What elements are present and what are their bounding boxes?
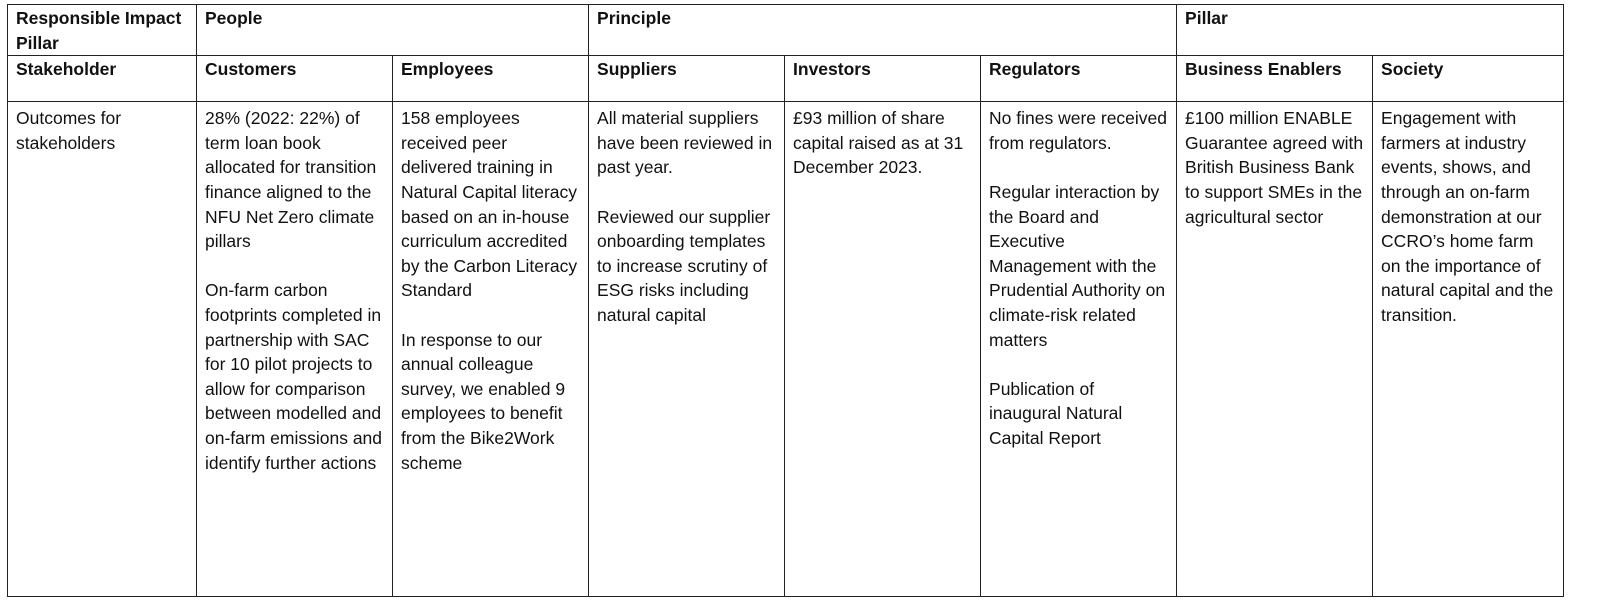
outcomes-employees-cell xyxy=(393,102,589,597)
outcomes-row xyxy=(8,102,1564,597)
outcome-paragraph: Engagement with farmers at industry events, shows, and through an on-farm demonstration at our CCRO’s home farm on the importance of natural capital and the transition. xyxy=(1381,108,1554,325)
outcomes-society-cell xyxy=(1373,102,1564,597)
outcome-paragraph: All material suppliers have been reviewed in past year. xyxy=(597,108,773,178)
outcomes-business-enablers-cell xyxy=(1177,102,1373,597)
stakeholder-row xyxy=(8,56,1564,102)
outcome-paragraph: £100 million ENABLE Guarantee agreed with British Business Bank to support SMEs in the agricultural sector xyxy=(1185,108,1364,227)
responsible-impact-table xyxy=(7,4,1564,597)
stakeholder-society-cell: Society xyxy=(1373,56,1564,102)
outcomes-label-cell: Outcomes for stakeholders xyxy=(8,102,197,597)
header-cell-pillar: Pillar xyxy=(1177,5,1564,56)
stakeholder-suppliers-cell: Suppliers xyxy=(589,56,785,102)
outcomes-suppliers-cell xyxy=(589,102,785,597)
header-cell-principle: Principle xyxy=(589,5,1177,56)
stakeholder-investors-cell: Investors xyxy=(785,56,981,102)
stakeholder-label-cell: Stakeholder xyxy=(8,56,197,102)
outcome-paragraph: Regular interaction by the Board and Executive Management with the Prudential Authority on climate-risk related matters xyxy=(989,181,1166,350)
outcomes-regulators-cell xyxy=(981,102,1177,597)
outcome-paragraph: 28% (2022: 22%) of term loan book allocated for transition finance aligned to the NFU Net Zero climate pillars xyxy=(205,108,377,252)
outcomes-investors-cell xyxy=(785,102,981,597)
stakeholder-customers-cell: Customers xyxy=(197,56,393,102)
outcome-paragraph: 158 employees received peer delivered training in Natural Capital literacy based on an in-house curriculum accredited by the Carbon Literacy Standard xyxy=(401,108,578,301)
stakeholder-business-enablers-cell: Business Enablers xyxy=(1177,56,1373,102)
table-header-row xyxy=(8,5,1564,56)
stakeholder-employees-cell: Employees xyxy=(393,56,589,102)
outcome-paragraph: £93 million of share capital raised as at 31 December 2023. xyxy=(793,108,964,178)
outcome-paragraph: On-farm carbon footprints completed in partnership with SAC for 10 pilot projects to allow for comparison between modelled and on-farm emissions and identify further actions xyxy=(205,280,383,473)
outcomes-customers-cell xyxy=(197,102,393,597)
header-cell-people: People xyxy=(197,5,589,56)
outcome-paragraph: Publication of inaugural Natural Capital Report xyxy=(989,378,1123,448)
header-cell-pillar-label: Responsible Impact Pillar xyxy=(8,5,197,56)
outcome-paragraph: In response to our annual colleague survey, we enabled 9 employees to benefit from the Bike2Work scheme xyxy=(401,329,566,473)
outcome-paragraph: Reviewed our supplier onboarding templates to increase scrutiny of ESG risks including natural capital xyxy=(597,206,771,325)
stakeholder-regulators-cell: Regulators xyxy=(981,56,1177,102)
outcome-paragraph: No fines were received from regulators. xyxy=(989,108,1168,153)
